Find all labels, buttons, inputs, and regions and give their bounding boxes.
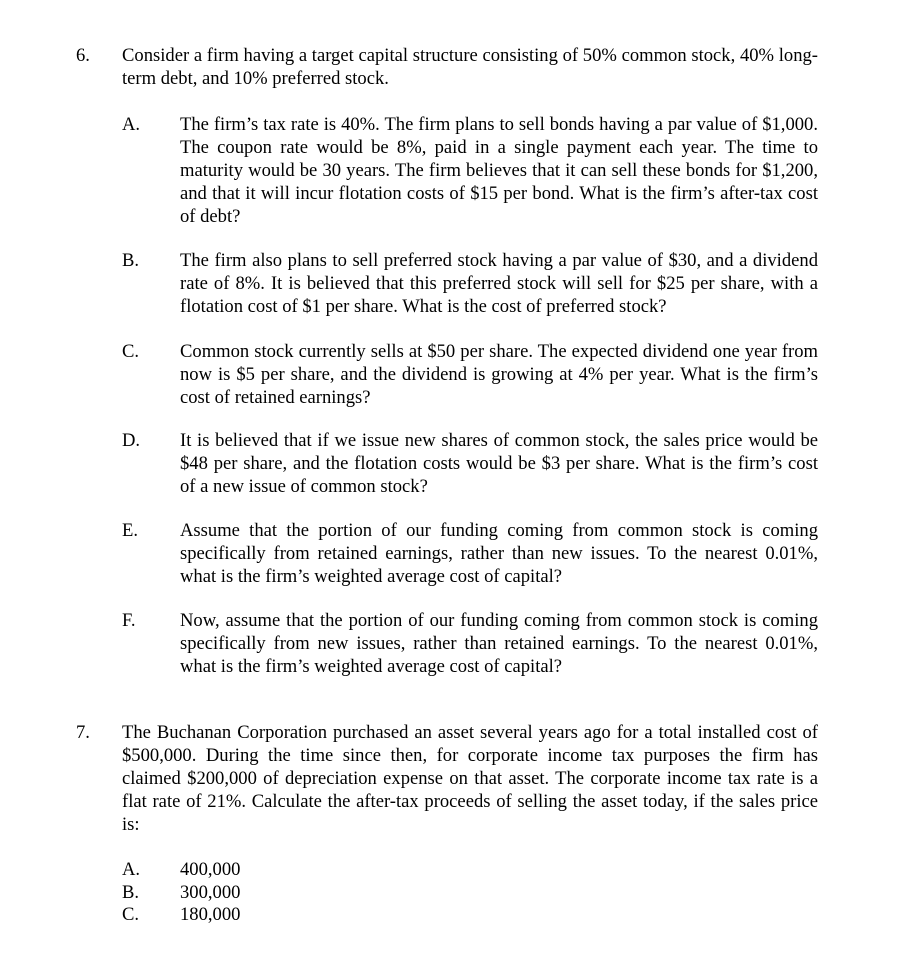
option-letter: B. [122,882,140,903]
sub-question-letter: E. [122,520,139,541]
sub-question-text: It is believed that if we issue new shares of common stock, the sales price would be $48 per share, and the flotation costs would be $3 per share. What is the firm’s cost of a new issue of common stock? [180,430,818,497]
sub-question-letter: D. [122,430,141,451]
sub-question-letter: C. [122,341,140,362]
sub-question-text: The firm’s tax rate is 40%. The firm plans to sell bonds having a par value of $1,000. The coupon rate would be 8%, paid in a single payment each year. The time to maturity would be 30 years. The firm believes that it can sell these bonds for $1,200, and that it will incur flotation costs of $15 per bond. What is the firm’s after-tax cost of debt? [180,114,818,227]
sub-question-text: The firm also plans to sell preferred stock having a par value of $30, and a dividend rate of 8%. It is believed that this preferred stock will sell for $25 per share, with a flotation cost of $1 per share. What is the cost of preferred stock? [180,250,818,317]
option-letter: C. [122,904,140,925]
sub-question-letter: F. [122,610,136,631]
question-text: Consider a firm having a target capital structure consisting of 50% common stock, 40% long-term debt, and 10% preferred stock. [122,45,818,89]
sub-question-text: Now, assume that the portion of our funding coming from common stock is coming specifically from new issues, rather than retained earnings. To the nearest 0.01%, what is the firm’s weighted average cost of capital? [180,610,818,677]
option-value: 400,000 [180,859,241,880]
option-value: 300,000 [180,882,241,903]
sub-question-letter: B. [122,250,140,271]
option-value: 180,000 [180,904,241,925]
question-number: 7. [76,722,90,743]
sub-question-text: Assume that the portion of our funding coming from common stock is coming specifically from retained earnings, rather than new issues. To the nearest 0.01%, what is the firm’s weighted average cost of capital? [180,520,818,587]
option-letter: A. [122,859,141,880]
question-number: 6. [76,45,90,66]
sub-question-text: Common stock currently sells at $50 per share. The expected dividend one year from now is $5 per share, and the dividend is growing at 4% per year. What is the firm’s cost of retained earnings? [180,341,818,408]
sub-question-letter: A. [122,114,141,135]
question-text: The Buchanan Corporation purchased an asset several years ago for a total installed cost of $500,000. During the time since then, for corporate income tax purposes the firm has claimed $200,000 of depreciation expense on that asset. The corporate income tax rate is a flat rate of 21%. Calculate the after-tax proceeds of selling the asset today, if the sales price is: [122,722,818,835]
